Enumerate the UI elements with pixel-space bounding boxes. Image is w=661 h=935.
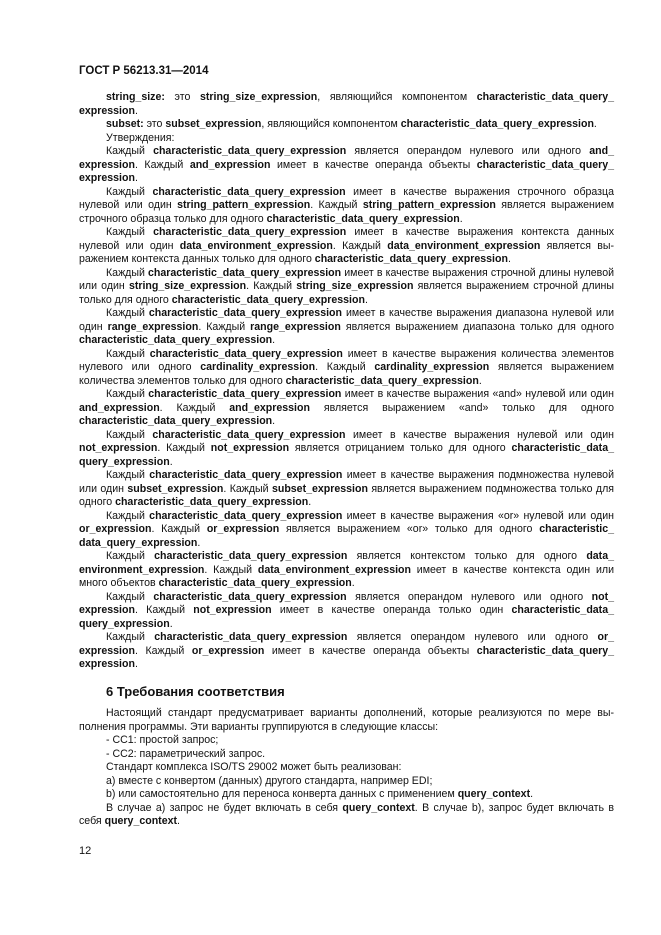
section-intro: Настоящий стандарт предусматривает варианты дополнений, которые реализуются по мере выполнения программы. Эти варианты группируются в следующие классы: [79,707,614,733]
assertion-paragraph: Каждый characteristic_data_query_expression является операндом нулевого или одного or_ expression. Каждый or_expression имеет в качестве операнда объекты characteristic_data_query_ expression. [79,631,615,670]
page-number: 12 [79,845,92,857]
assertion-paragraph: Каждый characteristic_data_query_expression является операндом нулевого или одного and_ expression. Каждый and_expression имеет в качестве операнда объекты characteristic_data_query_ expression. [79,145,614,184]
assertion-paragraph: Каждый characteristic_data_query_expression имеет в качестве выражения количества элементов нулевого или одного cardinality_expression. Каждый cardinality_expression является выражением количества элементов только для одного characteristic_data_query_expression. [79,347,614,387]
assertion-paragraph: Каждый characteristic_data_query_expression имеет в качестве выражения подмножества нулевой или один subset_expression. Каждый subset_expression является выражением подмножества только для одного characteristic_data_query_expression. [79,469,614,508]
definitions-block [79,91,614,672]
option-a: а) вместе с конвертом (данных) другого стандарта, например EDI; [106,774,433,787]
class-item-cc2: - CC2: параметрический запрос. [106,747,266,760]
standard-line: Стандарт комплекса ISO/TS 29002 может быть реализован: [106,761,402,773]
assertions-list [79,145,614,672]
final-note: В случае а) запрос не будет включать в себя query_context. В случае b), запрос будет включать в себя query_context. [79,801,614,827]
assertion-paragraph: Каждый characteristic_data_query_expression имеет в качестве выражения строчной длины нулевой или один string_size_expression. Каждый string_size_expression является выражением строчной длины только для одного characteristic_data_query_expression. [79,266,614,306]
class-item-cc1: - CC1: простой запрос; [106,734,219,746]
definition-subset: subset: это subset_expression, являющийся компонентом characteristic_data_query_expression. [106,118,597,130]
document-header: ГОСТ Р 56213.31—2014 [79,65,209,77]
assertion-paragraph: Каждый characteristic_data_query_expression имеет в качестве выражения диапазона нулевой или один range_expression. Каждый range_expression является выражением диапазона только для одного characteristic_data_query_expression. [79,307,614,346]
option-b: b) или самостоятельно для переноса конверта данных с применением query_context. [106,788,534,800]
assertion-paragraph: Каждый characteristic_data_query_expression имеет в качестве выражения строчного образца нулевой или один string_pattern_expression. Каждый string_pattern_expression является выражением строчного образца только для одного characteristic_data_query_expression. [79,185,614,225]
assertion-paragraph: Каждый characteristic_data_query_expression имеет в качестве выражения контекста данных нулевой или один data_environment_expression. Каждый data_environment_expression является выражением контекста данных только для одного characteristic_data_query_expression. [79,226,614,265]
definition-string-size: string_size: это string_size_expression, являющийся компонентом characteristic_data_query_ expression. [79,91,614,117]
assertion-paragraph: Каждый characteristic_data_query_expression является контекстом только для одного data_ environment_expression. Каждый data_environment_expression имеет в качестве контекста один или много объектов characteristic_data_query_expression. [79,550,614,589]
assertions-label: Утверждения: [106,131,175,144]
assertion-paragraph: Каждый characteristic_data_query_expression имеет в качестве выражения нулевой или один not_expression. Каждый not_expression является отрицанием только для одного characteristic_data_ query_expression. [79,428,614,468]
section-title: 6 Требования соответствия [106,684,285,699]
assertion-paragraph: Каждый characteristic_data_query_expression имеет в качестве выражения «or» нулевой или один or_expression. Каждый or_expression является выражением «or» только для одного characteristic_ data_query_expression. [79,509,614,549]
assertion-paragraph: Каждый characteristic_data_query_expression является операндом нулевого или одного not_ expression. Каждый not_expression имеет в качестве операнда только один characteristic_data_ query_expression. [79,590,614,630]
conformance-block [79,707,614,829]
assertion-paragraph: Каждый characteristic_data_query_expression имеет в качестве выражения «and» нулевой или один and_expression. Каждый and_expression является выражением «and» только для одного characteristic_data_query_expression. [79,388,614,427]
